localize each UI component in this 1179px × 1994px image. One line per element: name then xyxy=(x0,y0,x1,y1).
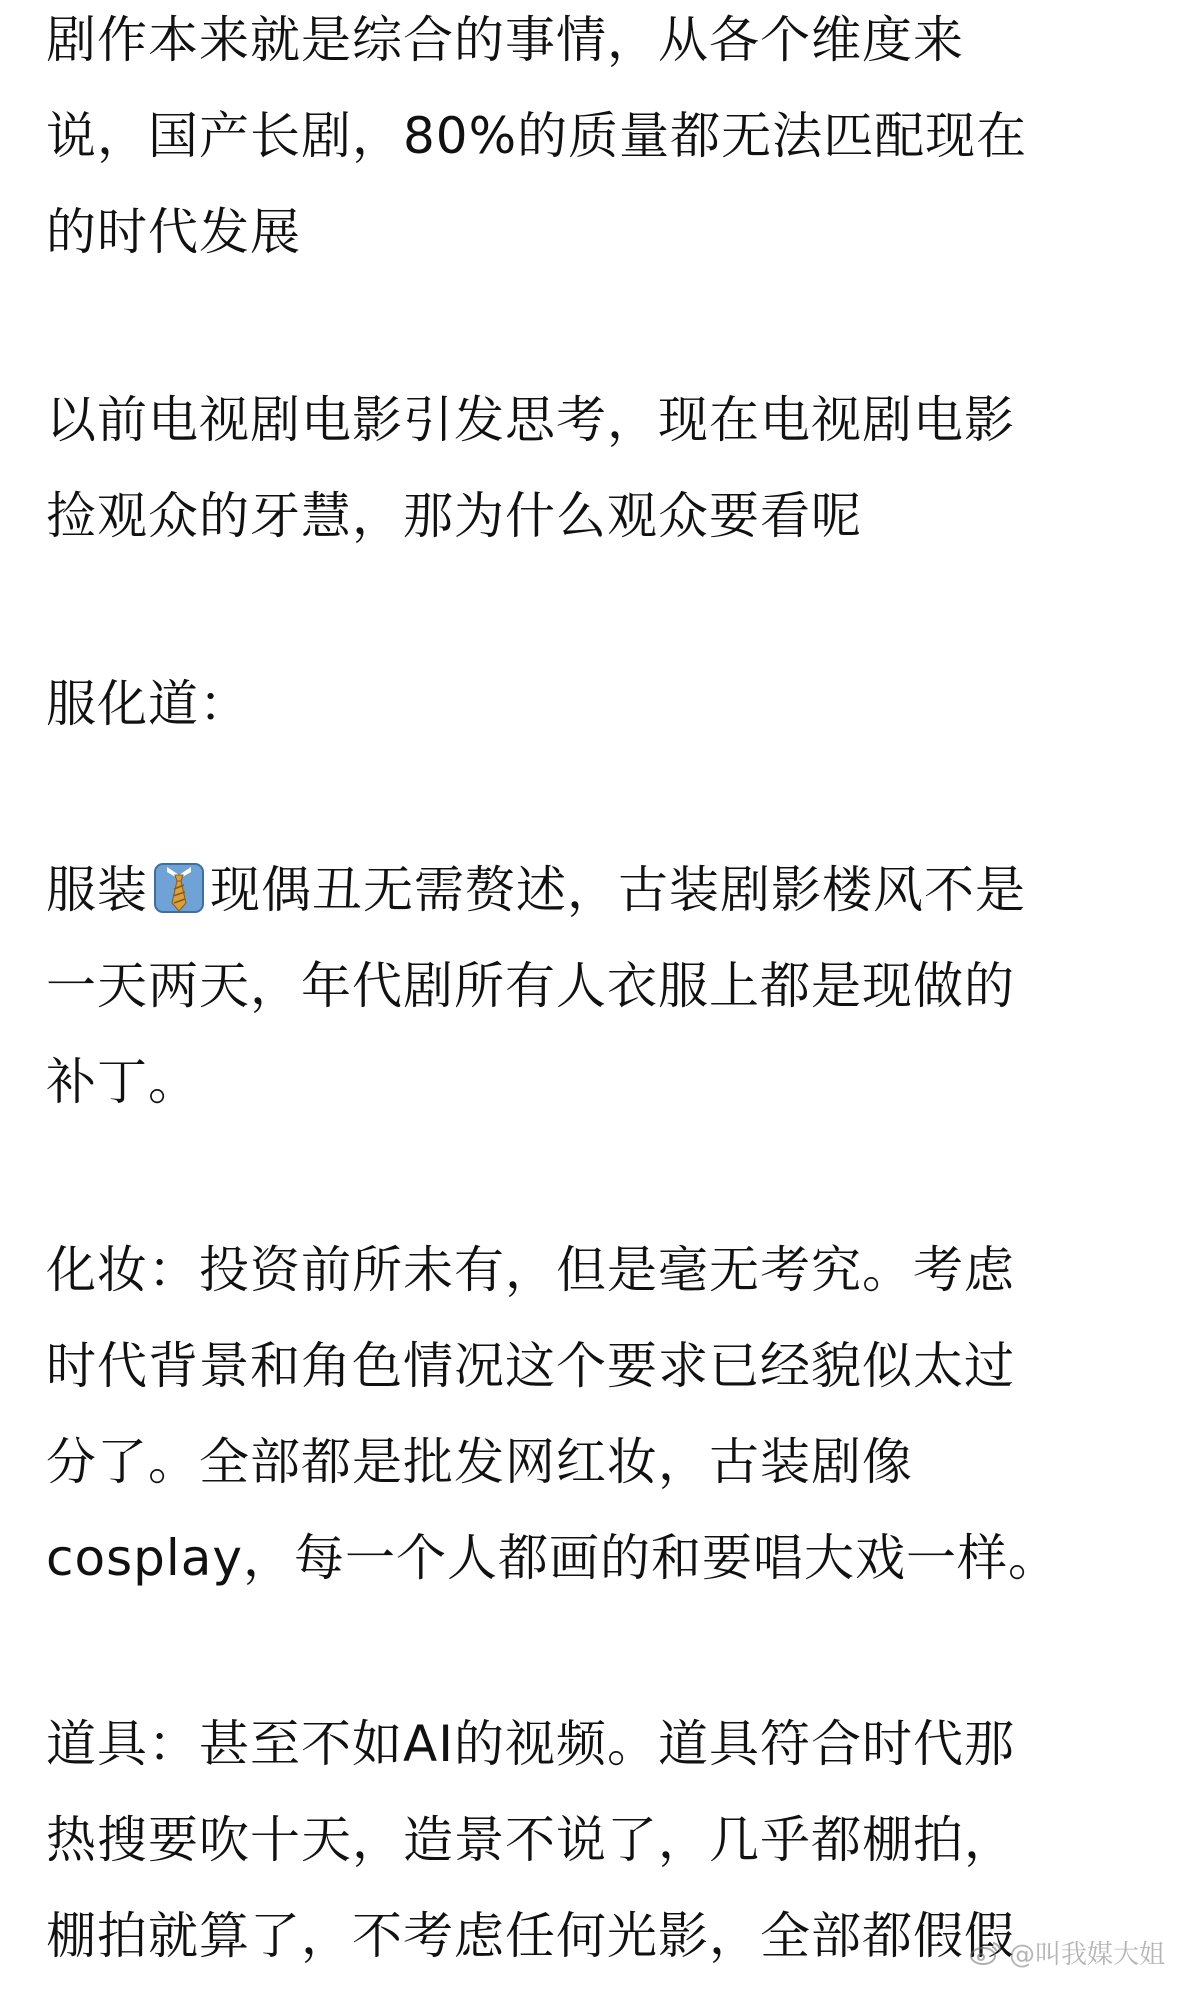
text-line: 道具：甚至不如AI的视频。道具符合时代那 xyxy=(46,1715,1015,1773)
text-line: 的时代发展 xyxy=(46,203,301,261)
text-line: 化妆：投资前所未有，但是毫无考究。考虑 xyxy=(46,1241,1015,1299)
text-line: 热搜要吹十天，造景不说了，几乎都棚拍， xyxy=(46,1811,1015,1869)
paragraph-2 xyxy=(46,372,1136,564)
text-segment: 现偶丑无需赘述，古装剧影楼风不是 xyxy=(210,861,1026,919)
paragraph-5 xyxy=(46,1222,1136,1606)
text-line: 捡观众的牙慧，那为什么观众要看呢 xyxy=(46,487,862,545)
text-line: 以前电视剧电影引发思考，现在电视剧电影 xyxy=(46,391,1015,449)
text-line: 棚拍就算了，不考虑任何光影，全部都假假 xyxy=(46,1907,1015,1965)
watermark xyxy=(969,1930,1165,1974)
text-line: 一天两天，年代剧所有人衣服上都是现做的 xyxy=(46,957,1015,1015)
text-line: 分了。全部都是批发网红妆，古装剧像 xyxy=(46,1433,913,1491)
text-line: cosplay，每一个人都画的和要唱大戏一样。 xyxy=(46,1529,1059,1587)
text-line: 补丁。 xyxy=(46,1053,199,1111)
watermark-text: @叫我媒大姐 xyxy=(1008,1939,1165,1970)
paragraph-1 xyxy=(46,0,1136,280)
text-line: 服化道： xyxy=(46,675,250,733)
text-segment: 服装 xyxy=(46,861,148,919)
text-line xyxy=(46,842,1136,938)
paragraph-3 xyxy=(46,656,1136,752)
paragraph-4 xyxy=(46,842,1136,1130)
weibo-icon xyxy=(969,1937,1003,1967)
text-line: 说，国产长剧，80%的质量都无法匹配现在 xyxy=(46,107,1028,165)
text-line: 剧作本来就是综合的事情，从各个维度来 xyxy=(46,11,964,69)
necktie-icon xyxy=(152,861,206,915)
text-line: 时代背景和角色情况这个要求已经貌似太过 xyxy=(46,1337,1015,1395)
